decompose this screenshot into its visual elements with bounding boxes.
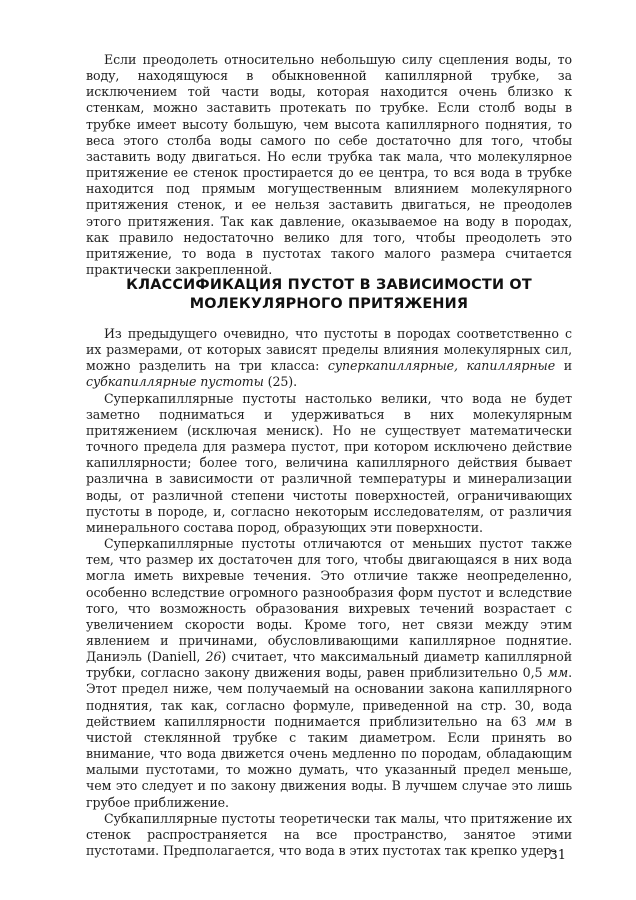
paragraph-eddy-text: Суперкапиллярные пустоты отличаются от меньших пустот также тем, что размер их достаточен для того, чтобы двигающаяся в них вода могла иметь вихревые течения. Это отличие также неопределенно, особенно вследствие огромного разнообразия форм пустот и вследствие того, что возможность образования вихревых течений возрастает с увеличением скорости воды. Кроме того, нет связи между этим явлением и причинами, обусловливающими капиллярное поднятие. Даниэль (Daniell, bbox=[86, 536, 572, 665]
term-super-and-capillary: суперкапиллярные, капиллярные bbox=[327, 358, 556, 374]
paragraph-eddy-currents bbox=[86, 536, 572, 811]
section-heading-line-1: КЛАССИФИКАЦИЯ ПУСТОТ В ЗАВИСИМОСТИ ОТ bbox=[126, 277, 532, 293]
paragraph-supercapillary: Суперкапиллярные пустоты настолько велики, что вода не будет заметно подниматься и удерживаться в них молекулярным притяжением (исключая мениск). Но не существует математически точного предела для размера пустот, при котором исключено действие капиллярности; более того, величина капиллярного действия бывает различна в зависимости от различной температуры и минерализации воды, от различной степени чистоты поверхностей, ограничивающих пустоты в породе, и, согласно некоторым исследователям, от различия минерального состава пород, образующих эти поверхности. bbox=[86, 390, 572, 535]
paragraph-classes bbox=[86, 326, 572, 391]
unit-mm-2: мм bbox=[535, 713, 557, 729]
page-number: 31 bbox=[549, 848, 566, 863]
unit-mm-1: мм bbox=[547, 665, 569, 681]
paragraph-classes-ref: (25). bbox=[263, 374, 298, 390]
paragraph-classes-text: Из предыдущего очевидно, что пустоты в породах соответственно с их размерами, от которых зависят пределы влияния молекулярных сил, можно разделить на три класса: bbox=[86, 326, 572, 374]
section-heading-line-2: МОЛЕКУЛЯРНОГО ПРИТЯЖЕНИЯ bbox=[189, 296, 469, 312]
paragraph-subcapillary: Субкапиллярные пустоты теоретически так малы, что притяжение их стенок распространяется на все пространство, занятое этими пустотами. Предполагается, что вода в этих пустотах так крепко удер- bbox=[86, 810, 572, 858]
term-subcapillary: субкапиллярные пустоты bbox=[86, 374, 264, 390]
intro-paragraph: Если преодолеть относительно небольшую силу сцепления воды, то воду, находящуюся в обыкновенной капиллярной трубке, за исключением той части воды, которая находится очень близко к стенкам, можно заставить протекать по трубке. Если столб воды в трубке имеет высоту большую, чем высота капиллярного поднятия, то веса этого столба воды самого по себе достаточно для того, чтобы заставить воду двигаться. Но если трубка так мала, что молекулярное притяжение ее стенок простирается до ее центра, то вся вода в трубке находится под прямым могущественным влиянием молекулярного притяжения стенок, и ее нельзя заставить двигаться, не преодолев этого притяжения. Так как давление, оказываемое на воду в породах, как правило недостаточно велико для того, чтобы преодолеть это притяжение, то вода в пустотах такого малого размера считается практически закрепленной. bbox=[86, 52, 572, 278]
reference-number: 26 bbox=[205, 649, 222, 665]
paragraph-eddy-text-4: в чистой стеклянной трубке с таким диаметром. Если принять во внимание, что вода движется очень медленно по породам, обладающим малыми пустотами, то можно думать, что указанный предел меньше, чем это следует и по закону движения воды. В лучшем случае это лишь грубое приближение. bbox=[86, 713, 572, 810]
paragraph-eddy-text-3: . Этот предел ниже, чем получаемый на основании закона капиллярного поднятия, так как, согласно формуле, приведенной на стр. 30, вода действием капиллярности поднимается приблизительно на 63 bbox=[86, 665, 572, 729]
section-body bbox=[86, 326, 572, 859]
paragraph-classes-conj: и bbox=[555, 358, 572, 374]
paragraph-eddy-text-2: ) считает, что максимальный диаметр капиллярной трубки, согласно закону движения воды, равен приблизительно 0,5 bbox=[86, 649, 572, 681]
section-heading bbox=[86, 276, 572, 314]
intro-text bbox=[86, 52, 572, 278]
